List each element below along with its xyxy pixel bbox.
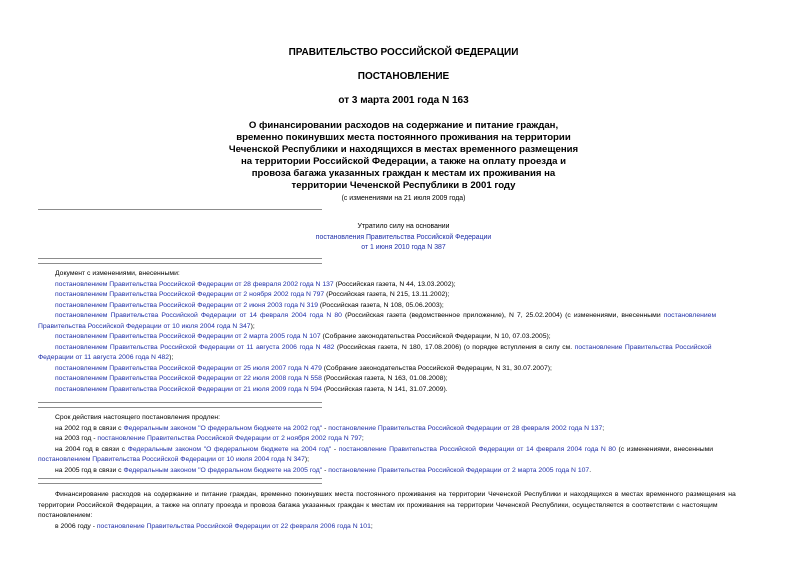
divider [38,209,322,210]
document-type: ПОСТАНОВЛЕНИЕ [357,71,450,82]
title-line: на территории Российской Федерации, а также на оплату проезда и [240,156,567,167]
amendment-item: постановлением Правительства Российской Федерации от 2 ноября 2002 года N 797 (Российская газета, N 215, 13.11.2002); [55,291,450,298]
divider [38,407,322,408]
amendment-sublink[interactable]: Федерации от 11 августа 2006 года N 482 [38,354,170,361]
validity-intro: Срок действия настоящего постановления продлен: [55,414,221,421]
amendment-item: постановлением Правительства Российской Федерации от 25 июля 2007 года N 479 (Собрание законодательства Российской Федерации, N 31, 30.07.2007); [55,364,552,372]
lost-force-link-date[interactable]: от 1 июня 2010 года N 387 [361,244,446,251]
budget-law-link[interactable]: Федеральным законом "О федеральном бюджете на 2004 год" [127,445,332,453]
document-title [0,120,807,192]
validity-item-2002: на 2002 год в связи с Федеральным законом "О федеральном бюджете на 2002 год" - постановление Правительства Российской Федерации от 28 февраля 2002 года N 137; [55,424,605,432]
resolution-link[interactable]: постановление Правительства Российской Федерации от 2 марта 2005 года N 107 [328,466,590,474]
title-line: временно покинувших места постоянного проживания на территории [236,132,571,143]
amendment-link[interactable]: постановлением Правительства Российской Федерации от 14 февраля 2004 года N 80 [55,312,342,319]
amendment-sublink[interactable]: Правительства Российской Федерации от 10 июля 2004 года N 347 [38,322,251,330]
budget-law-link[interactable]: Федеральным законом "О федеральном бюджете на 2002 год" [123,424,323,432]
amendment-item: постановлением Правительства Российской Федерации от 22 июля 2008 года N 558 (Российская газета, N 163, 01.08.2008); [55,375,448,382]
resolution-link[interactable]: постановление Правительства Российской Федерации от 22 февраля 2006 года N 101 [96,522,371,530]
document-date-number: от 3 марта 2001 года N 163 [338,95,469,106]
amendment-link[interactable]: постановлением Правительства Российской Федерации от 22 июля 2008 года N 558 [55,375,322,382]
body-paragraph-line: территории Российской Федерации, а также на оплату проезда и провоза багажа указанных граждан к местам их проживания на территории Чеченской Республики, осуществляется в соответствии с настоящим [38,501,718,509]
government-heading: ПРАВИТЕЛЬСТВО РОССИЙСКОЙ ФЕДЕРАЦИИ [288,47,519,58]
changes-note: (с изменениями на 21 июля 2009 года) [341,195,466,202]
lost-force-link[interactable]: постановления Правительства Российской Федерации [315,233,492,241]
divider [38,402,322,403]
title-line: Чеченской Республики и находящихся в местах временного размещения [228,144,579,155]
divider [38,258,322,259]
validity-item-2004: на 2004 год в связи с Федеральным законом "О федеральном бюджете на 2004 год" - постановление Правительства Российской Федерации от 14 февраля 2004 года N 80 (с изменениями, внесенными [55,445,714,453]
resolution-link[interactable]: постановлением Правительства Российской Федерации от 10 июля 2004 года N 347 [38,456,305,463]
validity-item-2005: на 2005 год в связи с Федеральным законом "О федеральном бюджете на 2005 год" - постановление Правительства Российской Федерации от 2 марта 2005 года N 107. [55,466,592,474]
amendment-item: постановлением Правительства Российской Федерации от 2 июня 2003 года N 319 (Российская газета, N 108, 05.06.2003); [55,301,444,309]
resolution-link[interactable]: постановление Правительства Российской Федерации от 28 февраля 2002 года N 137 [328,424,603,432]
body-paragraph-line: постановлением: [38,512,93,519]
amendment-link[interactable]: постановлением Правительства Российской Федерации от 11 августа 2006 года N 482 [55,343,335,351]
amendment-link[interactable]: постановлением Правительства Российской Федерации от 25 июля 2007 года N 479 [55,364,322,372]
validity-item-2004-cont: постановлением Правительства Российской Федерации от 10 июля 2004 года N 347); [38,456,310,463]
title-line: О финансировании расходов на содержание и питание граждан, [248,120,559,131]
body-paragraph-line: Финансирование расходов на содержание и питание граждан, временно покинувших места постоянного проживания на территории Чеченской Республики и находящихся в местах временного размещения на [55,491,736,498]
body-item-2006: в 2006 году - постановление Правительства Российской Федерации от 22 февраля 2006 года N 101; [55,522,373,530]
amendment-link[interactable]: постановлением Правительства Российской Федерации от 2 марта 2005 года N 107 [55,333,321,340]
amendments-section [38,269,770,395]
validity-item-2003: на 2003 год - постановление Правительства Российской Федерации от 2 ноября 2002 года N 797; [55,435,364,442]
amendment-item: постановлением Правительства Российской Федерации от 21 июля 2009 года N 594 (Российская газета, N 141, 31.07.2009). [55,385,448,393]
body-section [38,490,770,532]
lost-force-notice [0,222,807,254]
amendment-sublink[interactable]: постановление Правительства Российской [574,343,712,351]
amendment-link[interactable]: постановлением Правительства Российской Федерации от 2 ноября 2002 года N 797 [55,291,325,298]
title-line: провоза багажа указанных граждан к местам их проживания на [251,168,556,179]
amendment-link[interactable]: постановлением Правительства Российской Федерации от 21 июля 2009 года N 594 [55,385,322,393]
lost-force-text: Утратило силу на основании [357,223,450,230]
divider [38,478,322,479]
amendment-item-cont: Федерации от 11 августа 2006 года N 482); [38,354,174,361]
validity-section [38,413,770,476]
amendment-item: постановлением Правительства Российской Федерации от 2 марта 2005 года N 107 (Собрание законодательства Российской Федерации, N 10, 07.03.2005); [55,333,551,340]
divider [38,483,322,484]
amendments-intro: Документ с изменениями, внесенными: [55,270,180,277]
amendment-link[interactable]: постановлением Правительства Российской Федерации от 2 июня 2003 года N 319 [55,301,319,309]
amendment-item: постановлением Правительства Российской Федерации от 11 августа 2006 года N 482 (Российская газета, N 180, 17.08.2006) (о порядке вступления в силу см. постановление Правительства Российской [55,343,712,351]
amendment-item: постановлением Правительства Российской Федерации от 14 февраля 2004 года N 80 (Российская газета (ведомственное приложение), N 7, 25.02.2004) (с изменениями, внесенными постановлением [55,312,717,319]
amendment-item-cont: Правительства Российской Федерации от 10 июля 2004 года N 347); [38,322,255,330]
amendment-sublink[interactable]: постановлением [663,312,717,319]
title-line: территории Чеченской Республики в 2001 году [291,180,516,191]
divider [38,263,322,264]
amendment-link[interactable]: постановлением Правительства Российской Федерации от 28 февраля 2002 года N 137 [55,280,334,288]
amendment-item: постановлением Правительства Российской Федерации от 28 февраля 2002 года N 137 (Российская газета, N 44, 13.03.2002); [55,280,456,288]
resolution-link[interactable]: постановление Правительства Российской Федерации от 14 февраля 2004 года N 80 [338,445,616,453]
budget-law-link[interactable]: Федеральным законом "О федеральном бюджете на 2005 год" [123,466,323,474]
resolution-link[interactable]: постановление Правительства Российской Федерации от 2 ноября 2002 года N 797 [97,435,362,442]
